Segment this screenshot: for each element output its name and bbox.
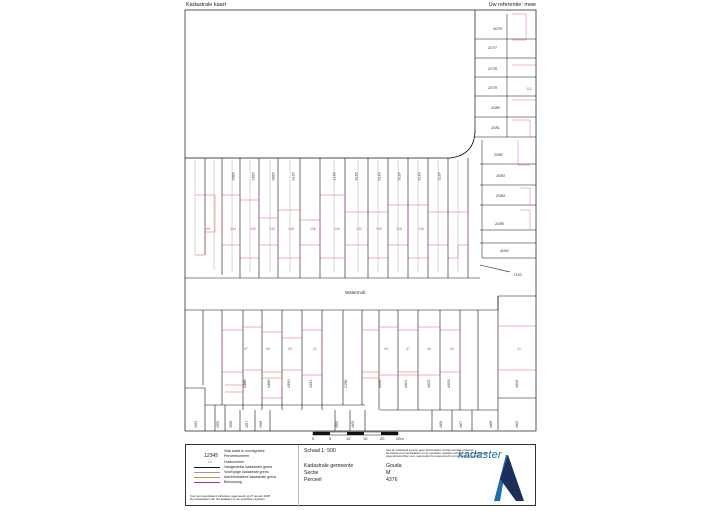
bottom-parcel-4395: 4395 [216,420,220,428]
scale-label-0: 0 [312,436,315,441]
house-number-53: 53 [288,347,292,351]
bottom-parcel-4406: 4406 [439,420,443,428]
info-label-sectie: Sectie [304,470,319,476]
lower-parcel-4403: 4403 [447,379,451,388]
parcel-4052: 4052 [500,248,509,253]
lower-parcel-4391: 4391 [309,379,313,388]
parcel-2082: 2082 [494,152,503,157]
right-column-buildings [512,14,536,230]
house-number-41: 41 [517,347,521,351]
kadaster-logo-mark [486,451,526,505]
upper-parcel-4374: 4374 [397,172,401,181]
parcel-7153: 7153 [513,272,522,277]
street-name: Watermolt [345,290,366,295]
upper-house-numbers [204,227,424,231]
lower-house-numbers [244,347,521,351]
upper-parcel-4375: 4375 [377,172,381,181]
bottom-parcel-4397: 4397 [245,420,249,428]
lower-parcel-4389: 4389 [267,379,271,388]
parcel-2085: 2085 [495,221,504,226]
parcel-2083: 2083 [496,173,505,178]
house-number-134: 134 [334,227,340,231]
lower-parcel-2158: 2158 [344,379,348,388]
house-number-132: 132 [356,227,362,231]
legend-sample-parcel: 12345 [204,453,218,459]
map-frame [185,10,536,431]
info-value-gemeente: Gouda [386,463,402,469]
lower-parcel-4400: 4400 [378,379,382,388]
upper-parcel-4381: 4381 [251,172,255,181]
house-number-144: 144 [230,227,236,231]
upper-parcel-4380: 4380 [271,172,275,181]
house-number-138: 138 [288,227,294,231]
upper-parcel-4376: 4376 [354,172,358,181]
parcel-numbers [487,26,523,277]
kadaster-logo-text: kadaster [458,449,502,461]
page-title: Kadastrale kaart [186,2,227,8]
lower-block-lines [185,296,536,431]
legend-line-orange [194,477,220,478]
scale-label-2: 10 [346,436,351,441]
house-number-126: 126 [418,227,424,231]
scale-label-5: 25m [396,436,404,441]
lower-parcel-4404: 4404 [515,379,519,388]
legend-line-purple [194,482,220,483]
legend-text-house: Huisnummer [224,460,245,464]
bottom-parcel-4407: 4407 [459,420,463,428]
scale-text: Schaal 1: 500 [304,448,336,454]
bottom-parcel-4396: 4396 [229,420,233,428]
bottom-parcel-4399: 4399 [335,420,339,428]
bottom-parcel-4405: 4405 [351,420,355,428]
bottom-parcel-4398: 4398 [259,420,263,428]
bottom-parcel-4409: 4409 [515,420,519,428]
house-number-43: 43 [450,347,454,351]
upper-parcel-4373: 4373 [417,172,421,181]
bottom-parcel-labels [194,421,519,428]
parcel-2077: 2077 [488,45,497,50]
house-number-128: 128 [396,227,402,231]
legend-footer: Voor een eenduidend uittreksel, gegeneerd op 27 januari 2025 De toewaarden van het kadaster en de openbare registers [190,494,271,502]
legend-sample-house: 1a [208,460,212,464]
parcel-2084: 2084 [496,193,505,198]
legend-text-north: Vlak kaart is noordgericht [224,449,265,453]
right-column-lines [475,14,536,258]
info-label-perceel: Perceel [304,477,322,483]
house-number-49: 49 [384,347,388,351]
parcel-2076: 2076 [493,26,502,31]
info-label-gemeente: Kadastrale gemeente [304,463,354,469]
legend-line-black [194,467,220,468]
house-number-55: 55 [266,347,270,351]
upper-parcel-labels [231,172,441,180]
house-number-140: 140 [269,227,275,231]
lower-parcel-4402: 4402 [427,379,431,388]
lower-parcel-labels [243,380,519,388]
scale-label-4: 20 [380,436,385,441]
info-value-sectie: M [386,470,391,476]
bottom-parcel-4408: 4408 [489,420,493,428]
upper-block-boundary [185,10,475,158]
legend-line-gray [194,472,220,473]
lower-parcel-4388: 4388 [243,379,247,388]
scale-label-1: 5 [329,436,332,441]
lower-parcel-4390: 4390 [287,379,291,388]
house-number-146: 146 [204,227,210,231]
upper-parcel-4377: 4377 [332,172,336,181]
disclaimer: Aan de uitsluitend kunnen geen betrouwbare rechten worden ontleend. De Dienst voor het kadaster en de openbare registers behoudt zich de intellectuele eigendomsrechten voor, waaronder het auteursrecht en het databankenrecht. [386,448,489,459]
lower-parcel-4401: 4401 [404,379,408,388]
scale-bar [312,432,404,441]
legend-text-parcel: Perceelnummer [224,454,250,458]
bottom-parcel-4394: 4394 [194,420,198,428]
upper-parcel-4382: 4382 [231,172,235,181]
legend-list: Vlak kaart is noordgericht 12345 Perceelnummer 1a Huisnummer Vastgestelde kadastrale grens Voorlopige kadastrale grens Administratieve kadastrale grens Bebouwing Voor een eenduidend uittreksel, gegeneerd op 27 januari 2025 De toewaarden van het kadaster en de openbare registers [186,445,299,507]
parcel-2078: 2078 [488,66,497,71]
parcel-2081: 2081 [491,125,500,130]
house-number-130: 130 [376,227,382,231]
house-number-45: 45 [427,347,431,351]
scale-label-3: 15 [363,436,368,441]
upper-parcel-4379: 4379 [291,172,295,181]
upper-parcel-4372: 4372 [437,172,441,181]
parcel-2080: 2080 [491,105,500,110]
house-number-47: 47 [406,347,410,351]
reference-text: Uw referentie: mwe [488,2,536,8]
parcel-2079: 2079 [488,85,497,90]
house-number-142: 142 [250,227,256,231]
legend-panel [185,444,536,506]
house-number-57: 57 [244,347,248,351]
house-number-136: 136 [310,227,316,231]
info-value-perceel: 4376 [386,477,398,483]
house-number-112: 112 [526,87,533,91]
house-number-51: 51 [313,347,317,351]
